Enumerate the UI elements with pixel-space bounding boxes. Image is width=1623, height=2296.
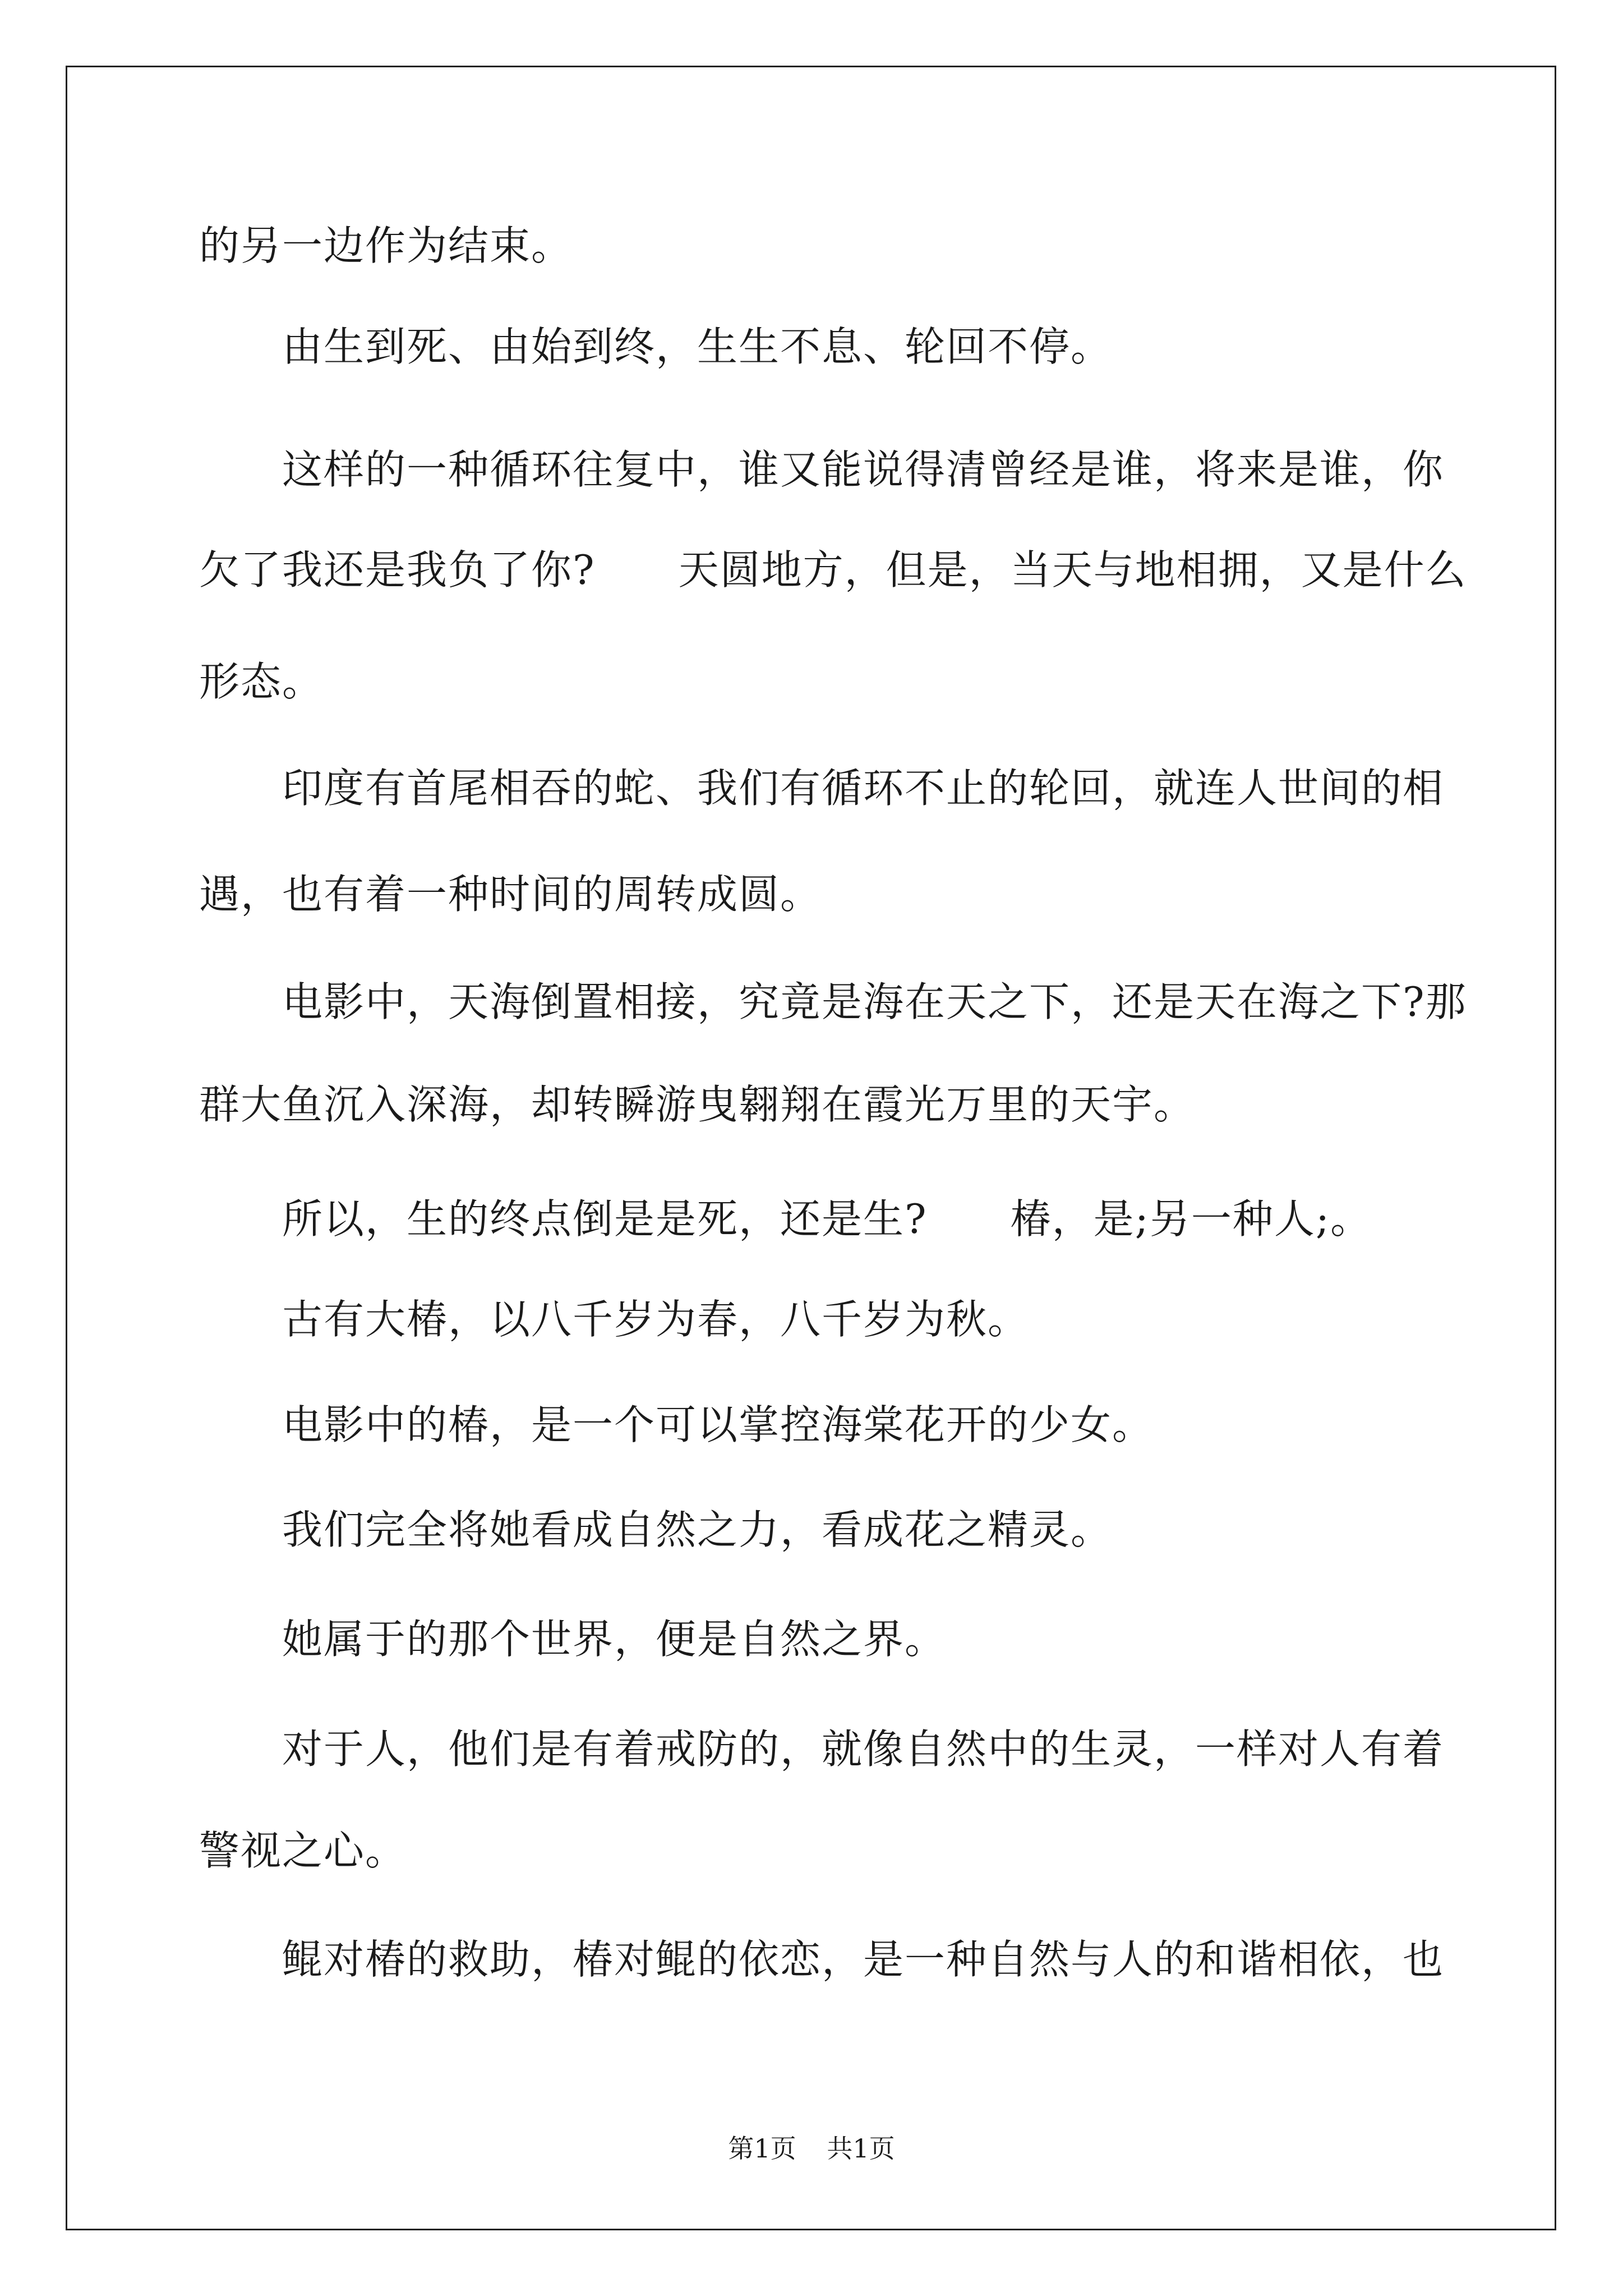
text-line: 警视之心。 <box>199 1827 407 1874</box>
text-line: 的另一边作为结束。 <box>199 222 573 269</box>
paragraph-line: 我们完全将她看成自然之力，看成花之精灵。 <box>282 1506 1113 1553</box>
paragraph-line: 鲲对椿的救助，椿对鲲的依恋，是一种自然与人的和谐相依，也 <box>282 1936 1445 1983</box>
paragraph-line: 这样的一种循环往复中，谁又能说得清曾经是谁，将来是谁，你 <box>282 446 1445 493</box>
text-line: 遇，也有着一种时间的周转成圆。 <box>199 871 822 918</box>
page-total: 共1页 <box>827 2133 895 2164</box>
paragraph-line: 古有大椿，以八千岁为春，八千岁为秋。 <box>282 1296 1030 1343</box>
text-line: 形态。 <box>199 658 324 705</box>
paragraph-line: 电影中，天海倒置相接，究竟是海在天之下，还是天在海之下?那 <box>282 978 1467 1025</box>
page-number: 第1页 <box>728 2133 796 2164</box>
paragraph-line: 由生到死、由始到终，生生不息、轮回不停。 <box>282 323 1113 370</box>
text-line: 欠了我还是我负了你? 天圆地方，但是，当天与地相拥，又是什么 <box>199 546 1467 593</box>
page-footer <box>0 2132 1623 2165</box>
paragraph-line: 所以，生的终点倒是是死，还是生? 椿，是;另一种人;。 <box>282 1195 1372 1243</box>
text-line: 群大鱼沉入深海，却转瞬游曳翱翔在霞光万里的天宇。 <box>199 1081 1196 1128</box>
paragraph-line: 她属于的那个世界，便是自然之界。 <box>282 1616 947 1663</box>
paragraph-line: 对于人，他们是有着戒防的，就像自然中的生灵，一样对人有着 <box>282 1726 1445 1773</box>
paragraph-line: 电影中的椿，是一个可以掌控海棠花开的少女。 <box>282 1401 1154 1448</box>
page-border <box>66 66 1556 2230</box>
paragraph-line: 印度有首尾相吞的蛇、我们有循环不止的轮回，就连人世间的相 <box>282 765 1445 812</box>
